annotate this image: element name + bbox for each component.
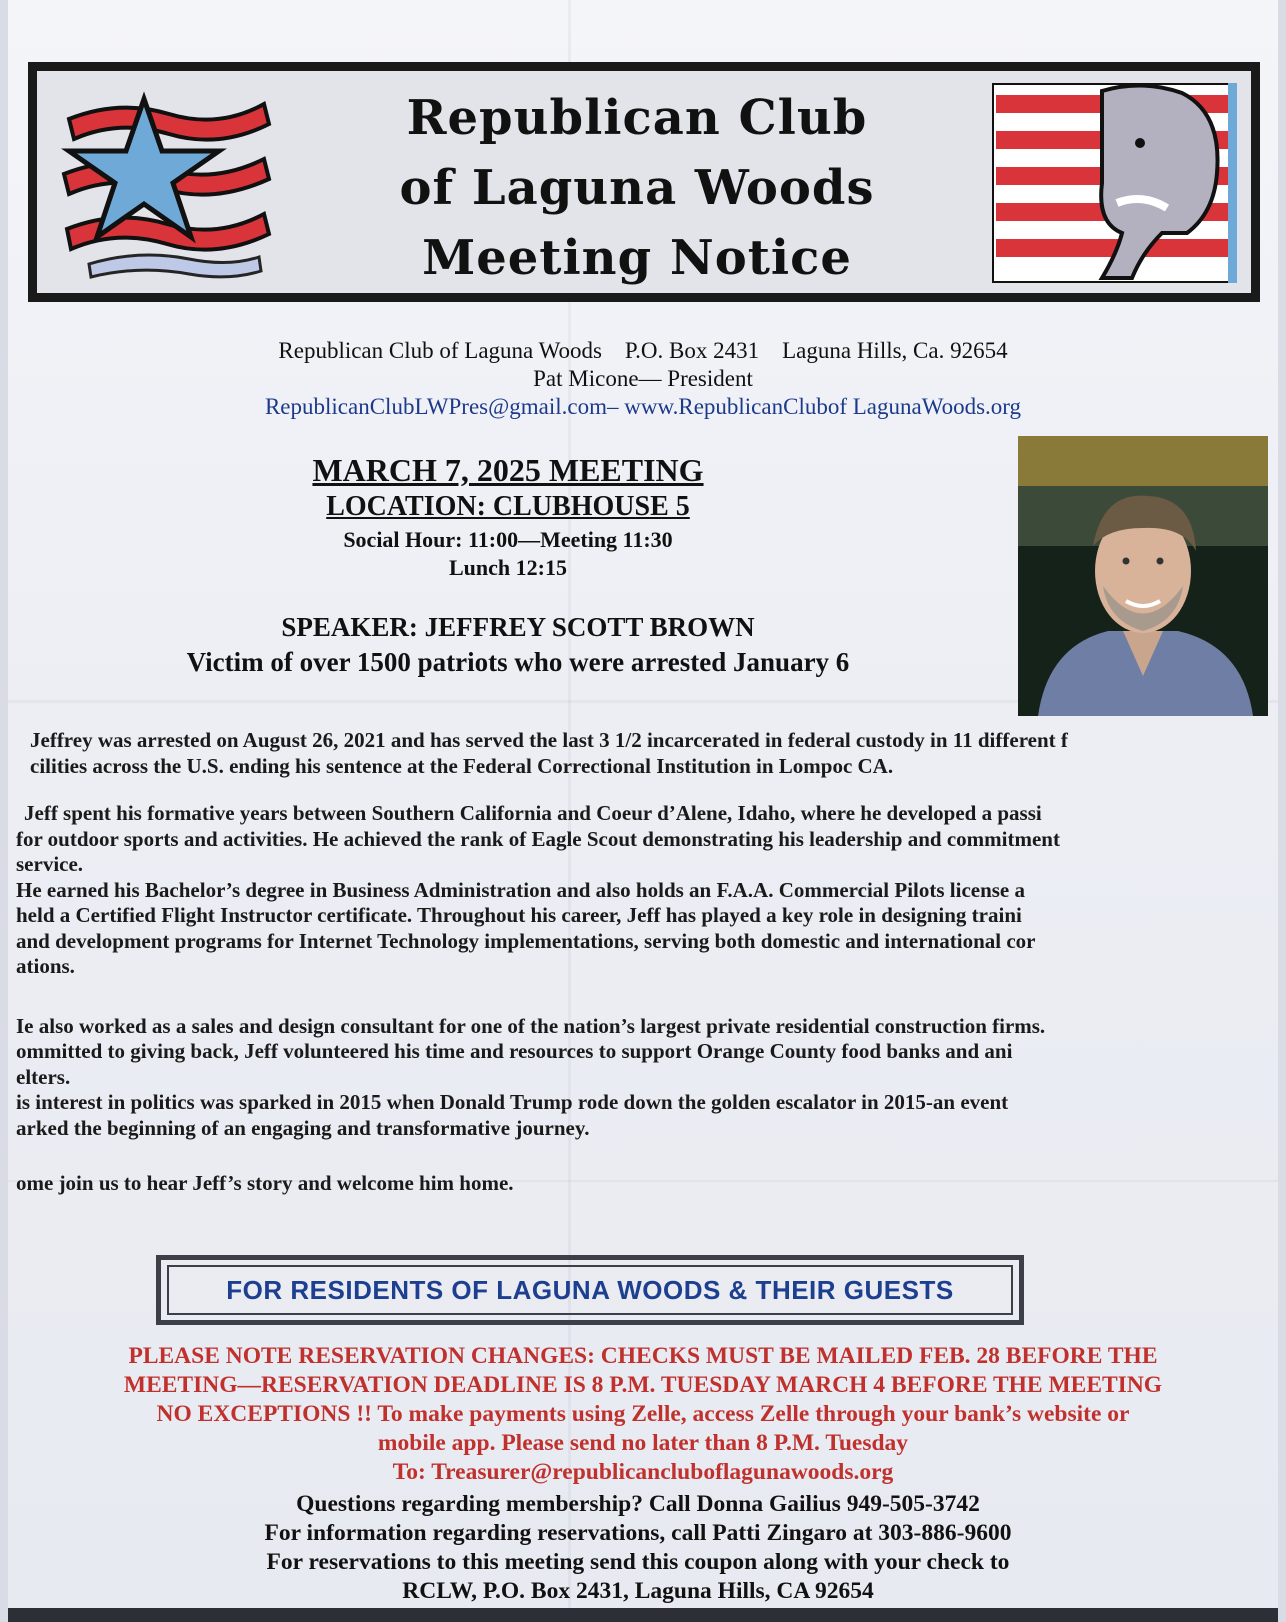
reservation-notice bbox=[18, 1342, 1268, 1487]
meeting-title: MARCH 7, 2025 MEETING bbox=[312, 452, 704, 488]
club-president: Pat Micone— President bbox=[533, 366, 753, 391]
speaker-photo bbox=[1018, 436, 1268, 716]
bio-line: ome join us to hear Jeff’s story and welcome him home. bbox=[16, 1171, 514, 1195]
bio-line: for outdoor sports and activities. He achieved the rank of Eagle Scout demonstrating his leadership and commitment bbox=[16, 826, 1060, 851]
elephant-flag-icon bbox=[992, 83, 1237, 283]
title-line: of Laguna Woods bbox=[399, 160, 875, 216]
residents-banner-text: FOR RESIDENTS OF LAGUNA WOODS & THEIR GUESTS bbox=[226, 1274, 954, 1305]
club-name: Republican Club of Laguna Woods bbox=[278, 338, 602, 363]
notice-line: PLEASE NOTE RESERVATION CHANGES: CHECKS MUST BE MAILED FEB. 28 BEFORE THE bbox=[128, 1343, 1158, 1369]
club-email-website: RepublicanClubLWPres@gmail.com– www.RepublicanClubof LagunaWoods.org bbox=[264, 394, 1022, 419]
bio-line: arked the beginning of an engaging and transformative journey. bbox=[16, 1115, 590, 1140]
contact-line: For information regarding reservations, call Patti Zingaro at 303-886-9600 bbox=[264, 1520, 1012, 1546]
meeting-details bbox=[238, 452, 778, 581]
club-city: Laguna Hills, Ca. 92654 bbox=[782, 338, 1008, 363]
notice-line: NO EXCEPTIONS !! To make payments using Zelle, access Zelle through your bank’s website or bbox=[156, 1401, 1130, 1427]
bio-line: held a Certified Flight Instructor certificate. Throughout his career, Jeff has played a key role in designing traini bbox=[16, 903, 1022, 927]
bio-paragraph bbox=[16, 801, 1278, 980]
title-line: Republican Club bbox=[406, 90, 868, 146]
bio-line: is interest in politics was sparked in 2015 when Donald Trump rode down the golden escalator in 2015-an event bbox=[16, 1090, 1009, 1114]
residents-banner bbox=[156, 1255, 1024, 1325]
bio-line: ommitted to giving back, Jeff volunteered his time and resources to support Orange County food banks and ani bbox=[16, 1039, 1013, 1063]
bio-line: cilities across the U.S. ending his sentence at the Federal Correctional Institution in Lompoc CA. bbox=[30, 753, 894, 778]
contact-info bbox=[68, 1490, 1208, 1606]
meeting-location: LOCATION: CLUBHOUSE 5 bbox=[326, 491, 690, 522]
bio-line: Ie also worked as a sales and design consultant for one of the nation’s largest private residential construction firms. bbox=[16, 1013, 1046, 1038]
bio-paragraph bbox=[16, 728, 1278, 779]
contact-line: Questions regarding membership? Call Donna Gailius 949-505-3742 bbox=[296, 1491, 980, 1517]
bio-line: ations. bbox=[16, 954, 75, 978]
title-line: Meeting Notice bbox=[422, 230, 852, 286]
bio-line: Jeff spent his formative years between Southern California and Coeur d’Alene, Idaho, where he developed a passi bbox=[24, 801, 1042, 825]
meeting-lunch: Lunch 12:15 bbox=[449, 555, 567, 580]
header-banner bbox=[28, 62, 1260, 302]
bio-line: Jeffrey was arrested on August 26, 2021 and has served the last 3 1/2 incarcerated in federal custody in 11 different f bbox=[30, 728, 1068, 752]
contact-line: RCLW, P.O. Box 2431, Laguna Hills, CA 92654 bbox=[402, 1578, 874, 1604]
bio-closing bbox=[16, 1171, 1278, 1197]
bio-paragraph bbox=[16, 1014, 1278, 1142]
speaker-section bbox=[68, 612, 968, 678]
bio-line: He earned his Bachelor’s degree in Business Administration and also holds an F.A.A. Commercial Pilots license a bbox=[16, 877, 1026, 902]
speaker-bio bbox=[16, 728, 1278, 1197]
bottom-border bbox=[8, 1608, 1278, 1622]
notice-line: mobile app. Please send no later than 8 P.M. Tuesday bbox=[377, 1430, 909, 1456]
notice-line: MEETING—RESERVATION DEADLINE IS 8 P.M. TUESDAY MARCH 4 BEFORE THE MEETING bbox=[123, 1372, 1163, 1398]
po-box: P.O. Box 2431 bbox=[624, 338, 760, 363]
speaker-name: SPEAKER: JEFFREY SCOTT BROWN bbox=[281, 612, 755, 642]
flyer-page bbox=[8, 0, 1278, 1622]
bio-line: and development programs for Internet Technology implementations, serving both domestic and international cor bbox=[16, 928, 1036, 953]
bio-line: elters. bbox=[16, 1064, 71, 1089]
meeting-times: Social Hour: 11:00—Meeting 11:30 bbox=[343, 527, 673, 552]
notice-line: To: Treasurer@republicancluboflagunawoods.org bbox=[392, 1459, 894, 1485]
club-address bbox=[8, 338, 1278, 364]
bio-line: service. bbox=[16, 852, 84, 876]
star-stripes-icon bbox=[49, 79, 279, 289]
banner-title bbox=[317, 83, 957, 293]
speaker-description: Victim of over 1500 patriots who were arrested January 6 bbox=[186, 647, 850, 677]
contact-line: For reservations to this meeting send this coupon along with your check to bbox=[266, 1549, 1010, 1575]
